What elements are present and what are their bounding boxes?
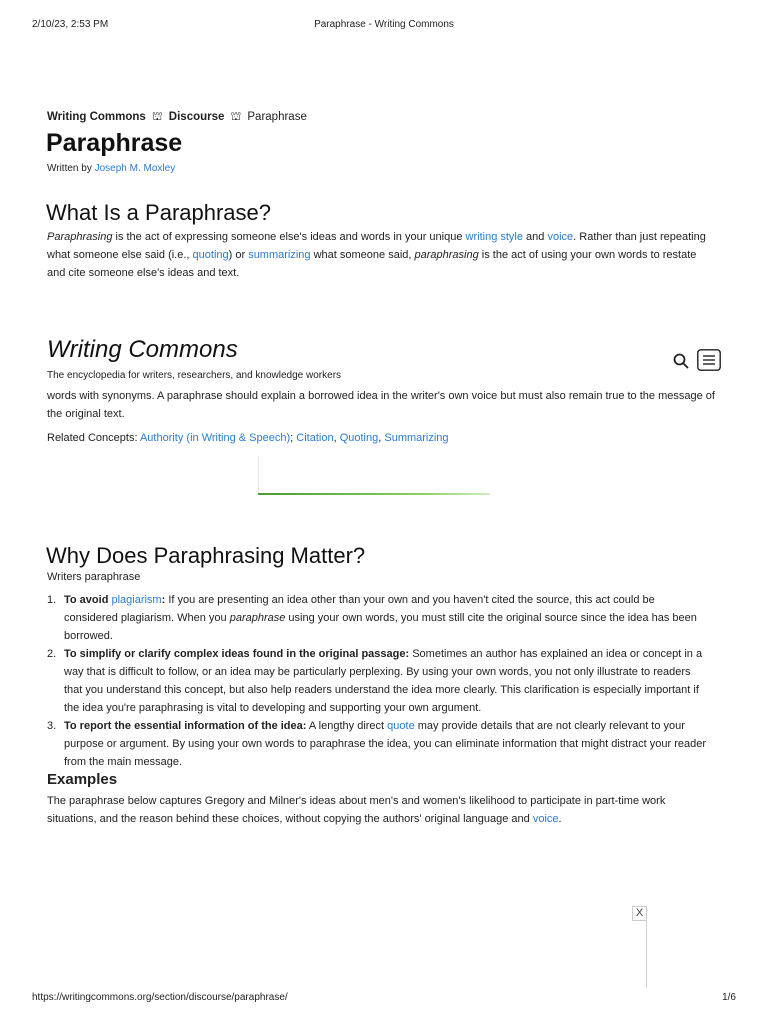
text: . <box>558 813 562 825</box>
ad-border <box>646 920 647 988</box>
search-icon[interactable] <box>672 352 690 370</box>
item-lead: To report the essential information of the idea: <box>64 720 307 732</box>
text: and <box>523 231 548 243</box>
menu-icon[interactable] <box>697 349 721 371</box>
item-text: Sometimes an author has explained an idea or concept in a way that is difficult to follow, or an idea may be particularly perplexing. By using your own words, you not only illustrate to readers that you understand this concept, but also help readers understand the idea more clearly. This clarification is especially important if the idea you're paraphrasing is vital to developing and supporting your own argument. <box>64 648 703 714</box>
related-link-quoting[interactable]: Quoting <box>339 432 379 444</box>
list-number: 1. <box>47 594 57 606</box>
ghost-separator-icon: ⛫ <box>152 111 163 123</box>
page-title: Paraphrase <box>46 129 183 157</box>
print-page-title: Paraphrase - Writing Commons <box>314 19 454 30</box>
link-quote[interactable]: quote <box>387 720 415 732</box>
item-text: may provide details that are not clearly relevant to your purpose or argument. By using your own words to paraphrase the idea, you can eliminate information that might distract your reader from the main message. <box>64 720 707 768</box>
term: Paraphrasing <box>47 231 113 243</box>
text: ) or <box>228 249 249 261</box>
item-lead: To simplify or clarify complex ideas found in the original passage: <box>64 648 410 660</box>
sep: ; <box>290 432 297 444</box>
breadcrumb-current: Paraphrase <box>247 111 307 123</box>
text: is the act of using your own words to restate and cite someone else's ideas and text. <box>47 249 697 279</box>
list-number: 2. <box>47 648 57 660</box>
list-item <box>47 591 707 645</box>
related-label: Related Concepts: <box>47 432 140 444</box>
examples-heading: Examples <box>47 771 118 788</box>
related-concepts <box>47 429 717 447</box>
print-url: https://writingcommons.org/section/discourse/paraphrase/ <box>32 992 288 1003</box>
section-heading-what-is: What Is a Paraphrase? <box>46 200 272 225</box>
author-link[interactable]: Joseph M. Moxley <box>94 163 176 174</box>
list-item <box>47 717 707 771</box>
site-brand-logo[interactable]: Writing Commons <box>47 336 238 363</box>
continued-paragraph: words with synonyms. A paraphrase should explain a borrowed idea in the writer's own voice but must also remain true to the message of the original text. <box>47 390 715 420</box>
ad-close-button[interactable]: X <box>632 906 647 921</box>
breadcrumb-writing-commons[interactable]: Writing Commons <box>47 111 146 123</box>
link-voice[interactable]: voice <box>547 231 574 243</box>
section-heading-why-matter: Why Does Paraphrasing Matter? <box>46 543 366 568</box>
item-text: If you are presenting an idea other than your own and you haven't cited the source, this act could be considered plagiarism. When you <box>64 594 655 624</box>
item-lead: To avoid <box>64 594 112 606</box>
link-plagiarism[interactable]: plagiarism <box>111 594 162 606</box>
text: The paraphrase below captures Gregory and Milner's ideas about men's and women's likelihood to participate in part-time work situations, and the reason behind these choices, without copying the authors' original language and <box>47 795 666 825</box>
link-writing-style[interactable]: writing style <box>465 231 523 243</box>
item-em: paraphrase <box>229 612 286 624</box>
link-summarizing[interactable]: summarizing <box>248 249 311 261</box>
related-link-summarizing[interactable]: Summarizing <box>384 432 449 444</box>
sep: , <box>378 432 385 444</box>
byline <box>47 163 175 174</box>
text: what someone said, <box>310 249 415 261</box>
text: . Rather than just repeating what someone else said (i.e., <box>47 231 706 261</box>
breadcrumb <box>47 110 307 125</box>
term: paraphrasing <box>414 249 479 261</box>
item-text: A lengthy direct <box>306 720 388 732</box>
byline-prefix: Written by <box>47 163 95 174</box>
definition-paragraph <box>47 228 717 282</box>
ghost-separator-icon: ⛫ <box>230 111 242 123</box>
reasons-list <box>47 591 707 771</box>
print-page-number: 1/6 <box>722 992 736 1003</box>
sep: , <box>333 432 340 444</box>
embed-border <box>258 456 259 494</box>
print-datetime: 2/10/23, 2:53 PM <box>32 19 109 30</box>
text: is the act of expressing someone else's ideas and words in your unique <box>112 231 466 243</box>
list-number: 3. <box>47 720 57 732</box>
related-link-citation[interactable]: Citation <box>296 432 334 444</box>
list-item <box>47 645 707 717</box>
breadcrumb-discourse[interactable]: Discourse <box>168 111 225 123</box>
related-link-authority[interactable]: Authority (in Writing & Speech) <box>139 432 291 444</box>
green-divider <box>258 493 490 495</box>
item-lead: : <box>161 594 166 606</box>
examples-paragraph <box>47 792 717 828</box>
link-voice-2[interactable]: voice <box>532 813 559 825</box>
site-tagline: The encyclopedia for writers, researchers, and knowledge workers <box>47 370 342 381</box>
list-intro: Writers paraphrase <box>47 571 141 583</box>
item-text: using your own words, you must still cite the original source since the idea has been borrowed. <box>64 612 697 642</box>
link-quoting[interactable]: quoting <box>192 249 229 261</box>
